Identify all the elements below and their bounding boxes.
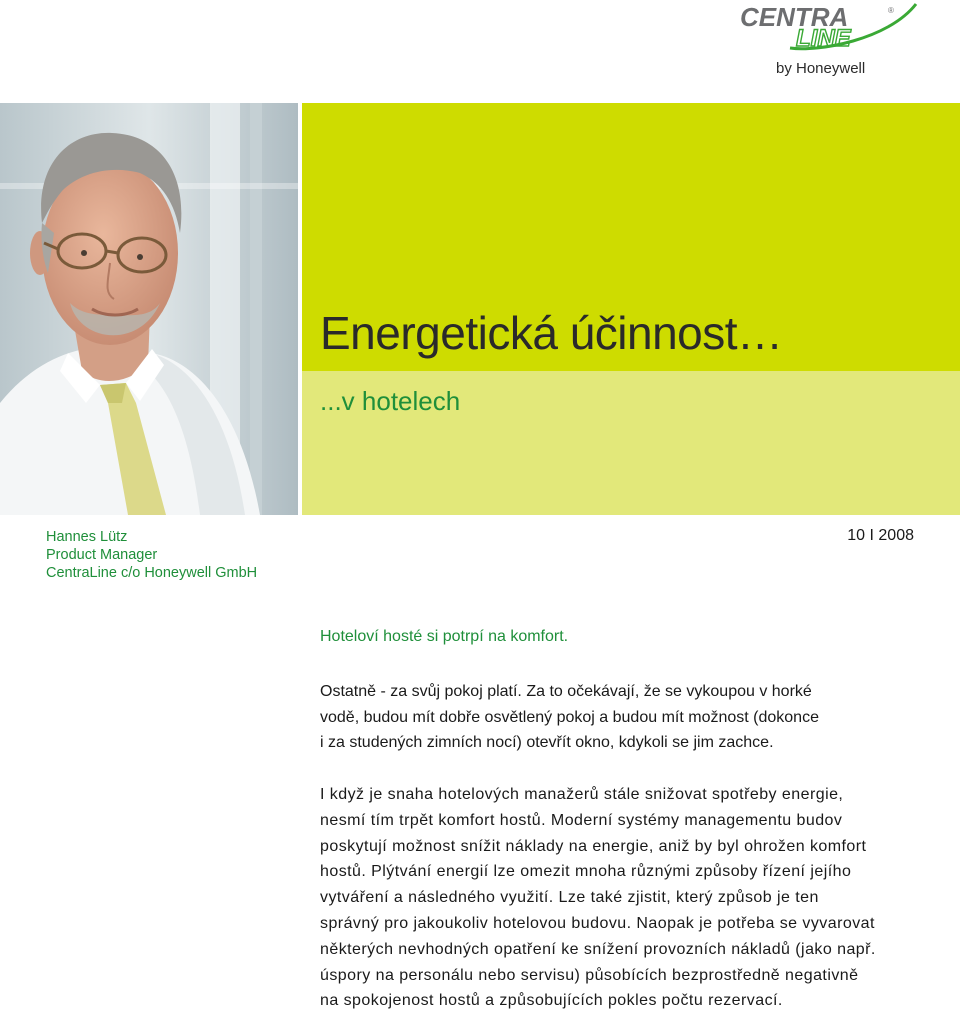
paragraph-line: vodě, budou mít dobře osvětlený pokoj a budou mít možnost (dokonce: [320, 708, 819, 726]
paragraph-2: [320, 782, 920, 1010]
author-photo: [0, 103, 298, 515]
paragraph-line: správný pro jakoukoliv hotelovou budovu. Naopak je potřeba se vyvarovat: [320, 914, 875, 932]
paragraph-1: [320, 679, 920, 756]
author-info: [46, 528, 257, 582]
paragraph-line: některých nevhodných opatření ke snížení provozních nákladů (jako např.: [320, 940, 876, 958]
paragraph-line: na spokojenost hostů a způsobujících pokles počtu rezervací.: [320, 992, 783, 1010]
paragraph-line: vytváření a následného využití. Lze také zjistit, který způsob je ten: [320, 889, 819, 907]
author-company: CentraLine c/o Honeywell GmbH: [46, 565, 258, 581]
paragraph-line: i za studených zimních nocí) otevřít okno, kdykoli se jim zachce.: [320, 734, 774, 751]
paragraph-line: nesmí tím trpět komfort hostů. Moderní systémy managementu budov: [320, 811, 843, 829]
page-subtitle: ...v hotelech: [320, 386, 461, 416]
paragraph-line: úspory na personálu nebo servisu) působících bezprostředně negativně: [320, 966, 859, 984]
paragraph-line: poskytují možnost snížit náklady na energie, aniž by byl ohrožen komfort: [320, 837, 867, 855]
paragraph-line: I když je snaha hotelových manažerů stále snižovat spotřeby energie,: [320, 786, 844, 803]
portrait-illustration: [0, 103, 298, 515]
lead-heading: Hoteloví hosté si potrpí na komfort.: [320, 628, 569, 645]
author-role: Product Manager: [46, 547, 158, 563]
logo-byline: by Honeywell: [776, 60, 866, 77]
paragraph-line: hostů. Plýtvání energií lze omezit mnoha různými způsoby řízení jejího: [320, 863, 852, 881]
centraline-wordmark: [738, 2, 938, 62]
author-name: Hannes Lütz: [46, 529, 128, 545]
issue-date: 10 I 2008: [847, 527, 914, 544]
page-title: Energetická účinnost…: [320, 307, 783, 359]
centraline-logo: [738, 2, 938, 82]
logo-text-top: CENTRA: [740, 2, 849, 32]
paragraph-line: Ostatně - za svůj pokoj platí. Za to očekávají, že se vykoupou v horké: [320, 683, 812, 700]
logo-text-bottom: LINE: [796, 25, 851, 52]
registered-mark: ®: [888, 6, 894, 15]
